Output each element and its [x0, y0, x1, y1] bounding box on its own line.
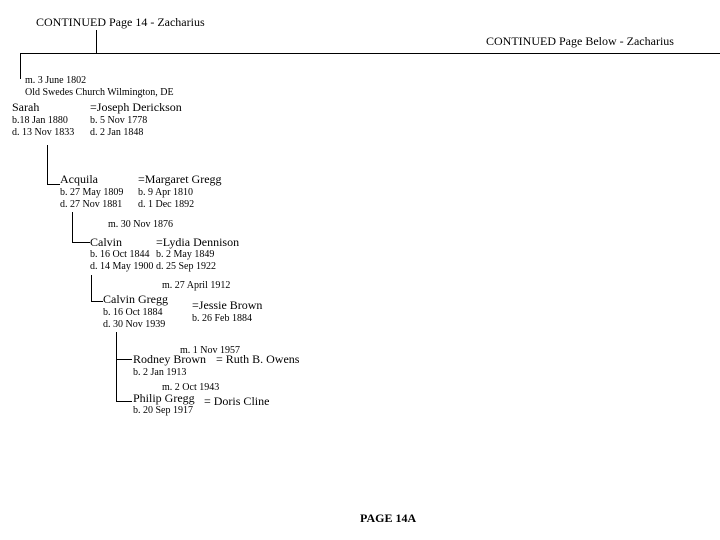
- page-number: PAGE 14A: [360, 511, 417, 525]
- joseph-name: =Joseph Derickson: [90, 100, 182, 114]
- gregg-children-connector-vertical: [116, 332, 117, 402]
- calvin-gregg-name: Calvin Gregg: [103, 292, 168, 306]
- calvin-gregg-connector-vertical: [91, 275, 92, 301]
- sarah-drop-line: [20, 53, 21, 79]
- joseph-death: d. 2 Jan 1848: [90, 127, 144, 138]
- calvin-birth: b. 16 Oct 1844: [90, 249, 150, 260]
- philip-marriage-date: m. 2 Oct 1943: [162, 382, 220, 393]
- continued-top-label: CONTINUED Page 14 - Zacharius: [36, 15, 205, 29]
- acquila-birth: b. 27 May 1809: [60, 187, 124, 198]
- calvin-connector-vertical: [72, 212, 73, 242]
- rodney-birth: b. 2 Jan 1913: [133, 367, 187, 378]
- joseph-birth: b. 5 Nov 1778: [90, 115, 148, 126]
- rodney-name: Rodney Brown: [133, 352, 206, 366]
- sarah-marriage-date: m. 3 June 1802: [25, 75, 87, 86]
- calvin-death: d. 14 May 1900: [90, 261, 154, 272]
- calvin-connector-horizontal: [72, 242, 90, 243]
- calvin-gregg-connector-horizontal: [91, 301, 103, 302]
- lydia-name: =Lydia Dennison: [156, 235, 240, 249]
- lydia-birth: b. 2 May 1849: [156, 249, 215, 260]
- sarah-marriage-place: Old Swedes Church Wilmington, DE: [25, 87, 174, 98]
- top-connector-line: [96, 30, 97, 54]
- jessie-birth: b. 26 Feb 1884: [192, 313, 252, 324]
- sarah-death: d. 13 Nov 1833: [12, 127, 75, 138]
- acquila-death: d. 27 Nov 1881: [60, 199, 123, 210]
- acquila-connector-horizontal: [47, 184, 60, 185]
- calvin-gregg-death: d. 30 Nov 1939: [103, 319, 166, 330]
- margaret-death: d. 1 Dec 1892: [138, 199, 195, 210]
- rodney-connector-horizontal: [116, 359, 132, 360]
- calvin-marriage-date: m. 30 Nov 1876: [108, 219, 173, 230]
- philip-name: Philip Gregg: [133, 391, 195, 405]
- rodney-marriage-date: m. 1 Nov 1957: [180, 345, 240, 356]
- acquila-connector-vertical: [47, 145, 48, 184]
- acquila-name: Acquila: [60, 172, 98, 186]
- continued-right-label: CONTINUED Page Below - Zacharius: [486, 34, 674, 48]
- philip-birth: b. 20 Sep 1917: [133, 405, 193, 416]
- jessie-name: =Jessie Brown: [192, 298, 263, 312]
- margaret-name: =Margaret Gregg: [138, 172, 222, 186]
- lydia-death: d. 25 Sep 1922: [156, 261, 216, 272]
- sibling-bar-line: [20, 53, 720, 54]
- margaret-birth: b. 9 Apr 1810: [138, 187, 193, 198]
- philip-connector-horizontal: [116, 401, 132, 402]
- sarah-birth: b.18 Jan 1880: [12, 115, 68, 126]
- calvin-gregg-birth: b. 16 Oct 1884: [103, 307, 163, 318]
- calvin-gregg-marriage-date: m. 27 April 1912: [162, 280, 231, 291]
- calvin-name: Calvin: [90, 235, 122, 249]
- doris-name: = Doris Cline: [204, 394, 270, 408]
- ruth-name: = Ruth B. Owens: [216, 352, 300, 366]
- sarah-name: Sarah: [12, 100, 40, 114]
